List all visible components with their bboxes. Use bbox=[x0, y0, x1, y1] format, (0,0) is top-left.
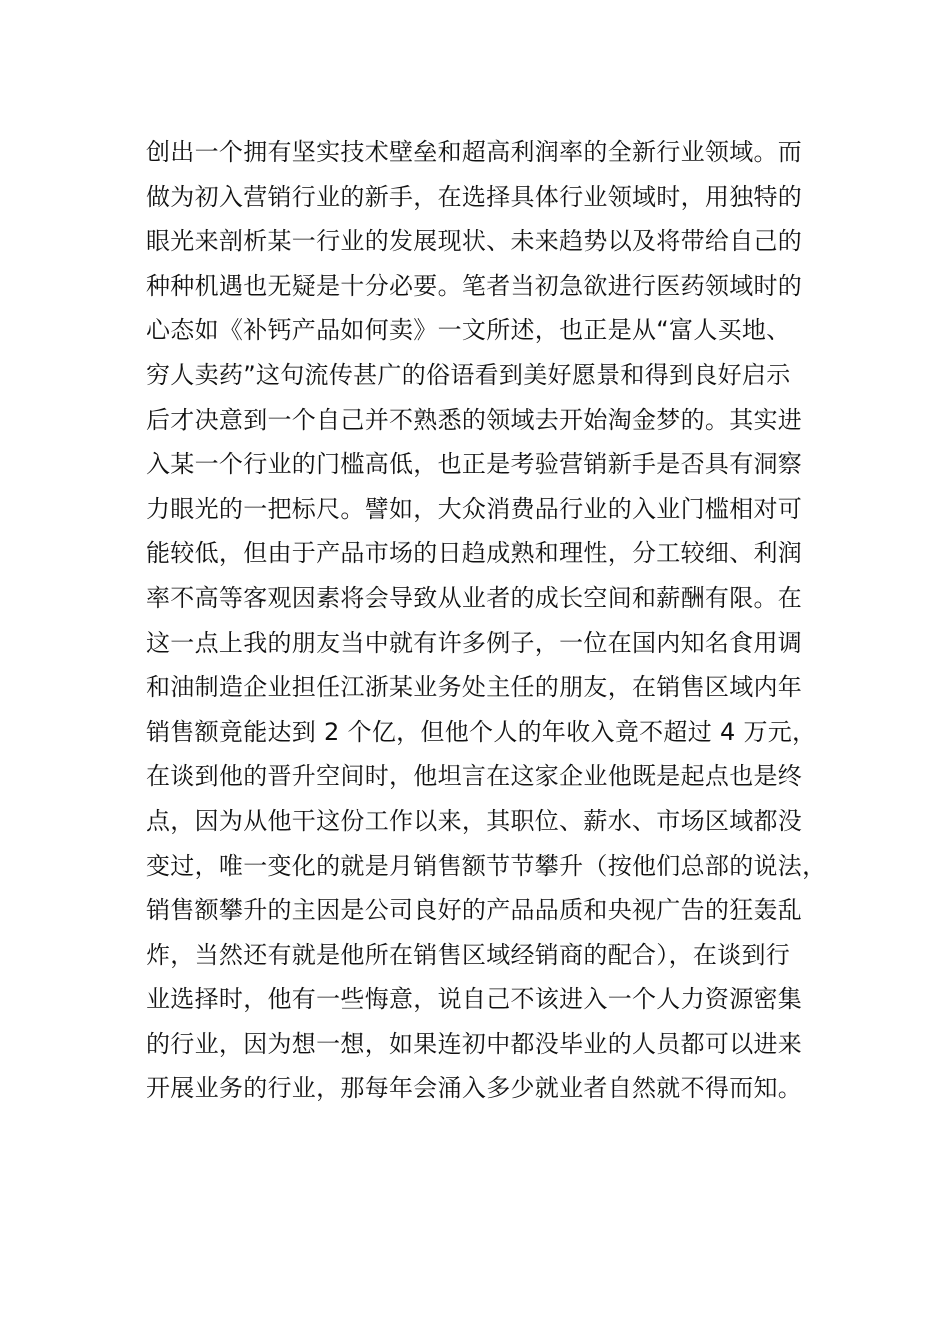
text-line: 这一点上我的朋友当中就有许多例子，一位在国内知名食用调 bbox=[146, 628, 803, 657]
text-line: 销售额攀升的主因是公司良好的产品品质和央视广告的狂轰乱 bbox=[146, 896, 803, 925]
text-line: 销售额竟能达到 2 个亿，但他个人的年收入竟不超过 4 万元， bbox=[146, 717, 817, 746]
text-line: 业选择时，他有一些悔意，说自己不该进入一个人力资源密集 bbox=[146, 985, 803, 1014]
text-line: 入某一个行业的门槛高低，也正是考验营销新手是否具有洞察 bbox=[146, 450, 803, 479]
text-line: 做为初入营销行业的新手，在选择具体行业领域时，用独特的 bbox=[146, 182, 803, 211]
text-line: 能较低，但由于产品市场的日趋成熟和理性，分工较细、利润 bbox=[146, 539, 803, 568]
text-line: 心态如《补钙产品如何卖》一文所述，也正是从“富人买地、 bbox=[146, 316, 791, 345]
text-line: 创出一个拥有坚实技术壁垒和超高利润率的全新行业领域。而 bbox=[146, 138, 803, 166]
text-line: 变过，唯一变化的就是月销售额节节攀升（按他们总部的说法， bbox=[146, 851, 827, 880]
text-line: 眼光来剖析某一行业的发展现状、未来趋势以及将带给自己的 bbox=[146, 227, 803, 256]
text-line: 力眼光的一把标尺。譬如，大众消费品行业的入业门槛相对可 bbox=[146, 494, 803, 523]
text-line: 点，因为从他干这份工作以来，其职位、薪水、市场区域都没 bbox=[146, 806, 803, 835]
body-text bbox=[146, 130, 826, 1111]
text-line: 的行业，因为想一想，如果连初中都没毕业的人员都可以进来 bbox=[146, 1029, 803, 1058]
text-line: 开展业务的行业，那每年会涌入多少就业者自然就不得而知。 bbox=[146, 1074, 803, 1103]
text-line: 率不高等客观因素将会导致从业者的成长空间和薪酬有限。在 bbox=[146, 583, 803, 612]
text-line: 和油制造企业担任江浙某业务处主任的朋友，在销售区域内年 bbox=[146, 673, 803, 702]
text-line: 在谈到他的晋升空间时，他坦言在这家企业他既是起点也是终 bbox=[146, 762, 803, 791]
text-line: 穷人卖药”这句流传甚广的俗语看到美好愿景和得到良好启示 bbox=[146, 360, 791, 389]
text-line: 炸，当然还有就是他所在销售区域经销商的配合），在谈到行 bbox=[146, 940, 791, 969]
text-line: 后才决意到一个自己并不熟悉的领域去开始淘金梦的。其实进 bbox=[146, 405, 803, 434]
text-line: 种种机遇也无疑是十分必要。笔者当初急欲进行医药领域时的 bbox=[146, 271, 803, 300]
